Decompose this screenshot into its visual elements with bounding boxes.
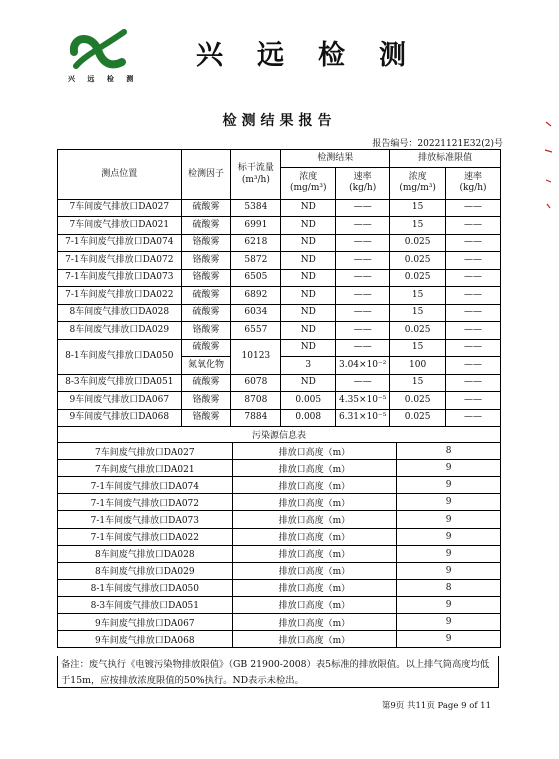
header-limit-conc: 浓度 (mg/m³) [390,167,446,199]
cell-label: 排放口高度（m） [232,596,397,613]
cell-value: 9 [397,545,501,562]
source-info-table [57,426,501,648]
cell-flow: 5872 [231,252,281,270]
cell-rate: —— [336,322,390,340]
cell-point: 8-3车间废气排放口DA051 [58,596,233,613]
cell-label: 排放口高度（m） [232,443,397,460]
page-footer: 第9页 共11页 Page 9 of 11 [381,701,491,711]
cell-conc: ND [281,217,336,235]
cell-lrate: —— [446,287,501,305]
cell-lconc: 15 [390,304,446,322]
cell-point: 7-1车间废气排放口DA022 [58,528,233,545]
cell-conc: ND [281,304,336,322]
header-point: 测点位置 [58,150,182,200]
cell-conc: 0.008 [281,409,336,427]
cell-rate: —— [336,374,390,392]
table-row [58,392,501,410]
table-row [58,562,501,579]
cell-lrate: —— [446,234,501,252]
cell-value: 9 [397,477,501,494]
cell-point: 8-1车间废气排放口DA050 [58,579,233,596]
cell-point: 7-1车间废气排放口DA022 [58,287,182,305]
cell-factor: 铬酸雾 [181,392,231,410]
header-limit-rate: 速率 (kg/h) [446,167,501,199]
cell-point: 7-1车间废气排放口DA073 [58,511,233,528]
cell-conc: ND [281,269,336,287]
cell-rate: 6.31×10⁻⁵ [336,409,390,427]
cell-flow: 5384 [231,199,281,217]
cell-value: 9 [397,614,501,631]
cell-point: 7车间废气排放口DA027 [58,199,182,217]
cell-flow: 7884 [231,409,281,427]
header-result: 检测结果 [281,150,390,168]
cell-conc: ND [281,234,336,252]
cell-value: 9 [397,528,501,545]
table-row [58,269,501,287]
cell-lconc: 0.025 [390,269,446,287]
cell-lconc: 0.025 [390,234,446,252]
cell-factor: 硫酸雾 [181,217,231,235]
cell-point: 8车间废气排放口DA028 [58,304,182,322]
cell-label: 排放口高度（m） [232,460,397,477]
cell-value: 8 [397,579,501,596]
cell-flow: 6557 [231,322,281,340]
cell-point: 7车间废气排放口DA021 [58,217,182,235]
cell-value: 9 [397,631,501,648]
cell-lconc: 15 [390,374,446,392]
cell-factor: 铬酸雾 [181,409,231,427]
edge-marks [543,120,555,210]
remarks: 备注：废气执行《电镀污染物排放限值》（GB 21900-2008）表5标准的排放限值。以上排气筒高度均低于15m，应按排放浓度限值的50%执行。ND表示未检出。 [57,656,499,688]
table-row [58,511,501,528]
cell-flow: 6505 [231,269,281,287]
cell-point: 8车间废气排放口DA028 [58,545,233,562]
cell-value: 9 [397,511,501,528]
cell-point: 9车间废气排放口DA068 [58,409,182,427]
cell-conc: ND [281,252,336,270]
cell-lconc: 0.025 [390,252,446,270]
cell-lconc: 0.025 [390,322,446,340]
cell-flow: 8708 [231,392,281,410]
table-row [58,545,501,562]
merged-flow: 10123 [231,339,281,374]
cell-lrate: —— [446,374,501,392]
cell-factor: 铬酸雾 [181,269,231,287]
cell-point: 7-1车间废气排放口DA073 [58,269,182,287]
cell-point: 8车间废气排放口DA029 [58,322,182,340]
cell-value: 9 [397,494,501,511]
company-name: 兴远检测 [196,40,440,71]
cell-flow: 6892 [231,287,281,305]
cell-label: 排放口高度（m） [232,477,397,494]
cell-label: 排放口高度（m） [232,562,397,579]
cell-factor: 硫酸雾 [181,374,231,392]
table-row [58,494,501,511]
table-row [58,339,501,357]
table-row [58,234,501,252]
cell-point: 9车间废气排放口DA067 [58,392,182,410]
cell-point: 8-3车间废气排放口DA051 [58,374,182,392]
table-row [58,252,501,270]
cell-point: 7-1车间废气排放口DA072 [58,252,182,270]
cell-point: 7车间废气排放口DA027 [58,443,233,460]
table-row [58,460,501,477]
table-row [58,631,501,648]
cell-label: 排放口高度（m） [232,511,397,528]
merged-lrate-2: —— [446,357,501,375]
table-row [58,579,501,596]
table-row [58,199,501,217]
cell-label: 排放口高度（m） [232,494,397,511]
cell-lconc: 15 [390,287,446,305]
report-title: 检测结果报告 [222,113,337,129]
cell-point: 9车间废气排放口DA068 [58,631,233,648]
cell-lrate: —— [446,304,501,322]
cell-lrate: —— [446,199,501,217]
cell-conc: ND [281,374,336,392]
cell-flow: 6078 [231,374,281,392]
cell-point: 8车间废气排放口DA029 [58,562,233,579]
table-row [58,322,501,340]
cell-point: 7车间废气排放口DA021 [58,460,233,477]
cell-factor: 硫酸雾 [181,199,231,217]
cell-lrate: —— [446,252,501,270]
merged-rate-1: —— [336,339,390,357]
cell-factor: 铬酸雾 [181,252,231,270]
cell-rate: 4.35×10⁻⁵ [336,392,390,410]
merged-lrate-1: —— [446,339,501,357]
cell-factor: 硫酸雾 [181,304,231,322]
cell-rate: —— [336,252,390,270]
table-row [58,409,501,427]
cell-conc: ND [281,199,336,217]
cell-lrate: —— [446,409,501,427]
table-row [58,477,501,494]
cell-flow: 6991 [231,217,281,235]
results-table [57,149,501,427]
header-limit: 排放标准限值 [390,150,501,168]
cell-label: 排放口高度（m） [232,631,397,648]
merged-factor-1: 硫酸雾 [181,339,231,357]
table-row [58,304,501,322]
table-row [58,287,501,305]
cell-factor: 铬酸雾 [181,234,231,252]
cell-rate: —— [336,269,390,287]
cell-lconc: 15 [390,199,446,217]
merged-lconc-1: 15 [390,339,446,357]
cell-value: 9 [397,460,501,477]
cell-factor: 铬酸雾 [181,322,231,340]
cell-flow: 6218 [231,234,281,252]
table-row [58,374,501,392]
cell-value: 9 [397,562,501,579]
cell-conc: ND [281,287,336,305]
cell-factor: 硫酸雾 [181,287,231,305]
header-rate: 速率 (kg/h) [336,167,390,199]
cell-lrate: —— [446,392,501,410]
cell-point: 7-1车间废气排放口DA072 [58,494,233,511]
merged-conc-1: ND [281,339,336,357]
cell-rate: —— [336,217,390,235]
cell-point: 7-1车间废气排放口DA074 [58,234,182,252]
cell-lrate: —— [446,269,501,287]
merged-lconc-2: 100 [390,357,446,375]
cell-lrate: —— [446,322,501,340]
table-row [58,614,501,631]
cell-lrate: —— [446,217,501,235]
header-factor: 检测因子 [181,150,231,200]
merged-conc-2: 3 [281,357,336,375]
cell-lconc: 0.025 [390,392,446,410]
header-conc: 浓度 (mg/m³) [281,167,336,199]
cell-flow: 6034 [231,304,281,322]
report-number: 报告编号：20221121E32(2)号 [372,139,503,149]
cell-lconc: 0.025 [390,409,446,427]
cell-rate: —— [336,199,390,217]
cell-label: 排放口高度（m） [232,614,397,631]
cell-value: 8 [397,443,501,460]
cell-rate: —— [336,287,390,305]
cell-point: 9车间废气排放口DA067 [58,614,233,631]
cell-label: 排放口高度（m） [232,528,397,545]
cell-conc: ND [281,322,336,340]
table-row [58,528,501,545]
logo-caption: 兴 远 检 测 [68,74,139,83]
table-row [58,217,501,235]
merged-rate-2: 3.04×10⁻² [336,357,390,375]
cell-rate: —— [336,234,390,252]
source-table-title: 污染源信息表 [58,426,501,443]
cell-label: 排放口高度（m） [232,579,397,596]
merged-factor-2: 氮氧化物 [181,357,231,375]
table-row [58,596,501,613]
cell-lconc: 15 [390,217,446,235]
cell-value: 9 [397,596,501,613]
cell-point: 7-1车间废气排放口DA074 [58,477,233,494]
table-row [58,443,501,460]
cell-conc: 0.005 [281,392,336,410]
header-flow: 标干流量 (m³/h) [231,150,281,200]
cell-label: 排放口高度（m） [232,545,397,562]
cell-rate: —— [336,304,390,322]
merged-point: 8-1车间废气排放口DA050 [58,339,182,374]
